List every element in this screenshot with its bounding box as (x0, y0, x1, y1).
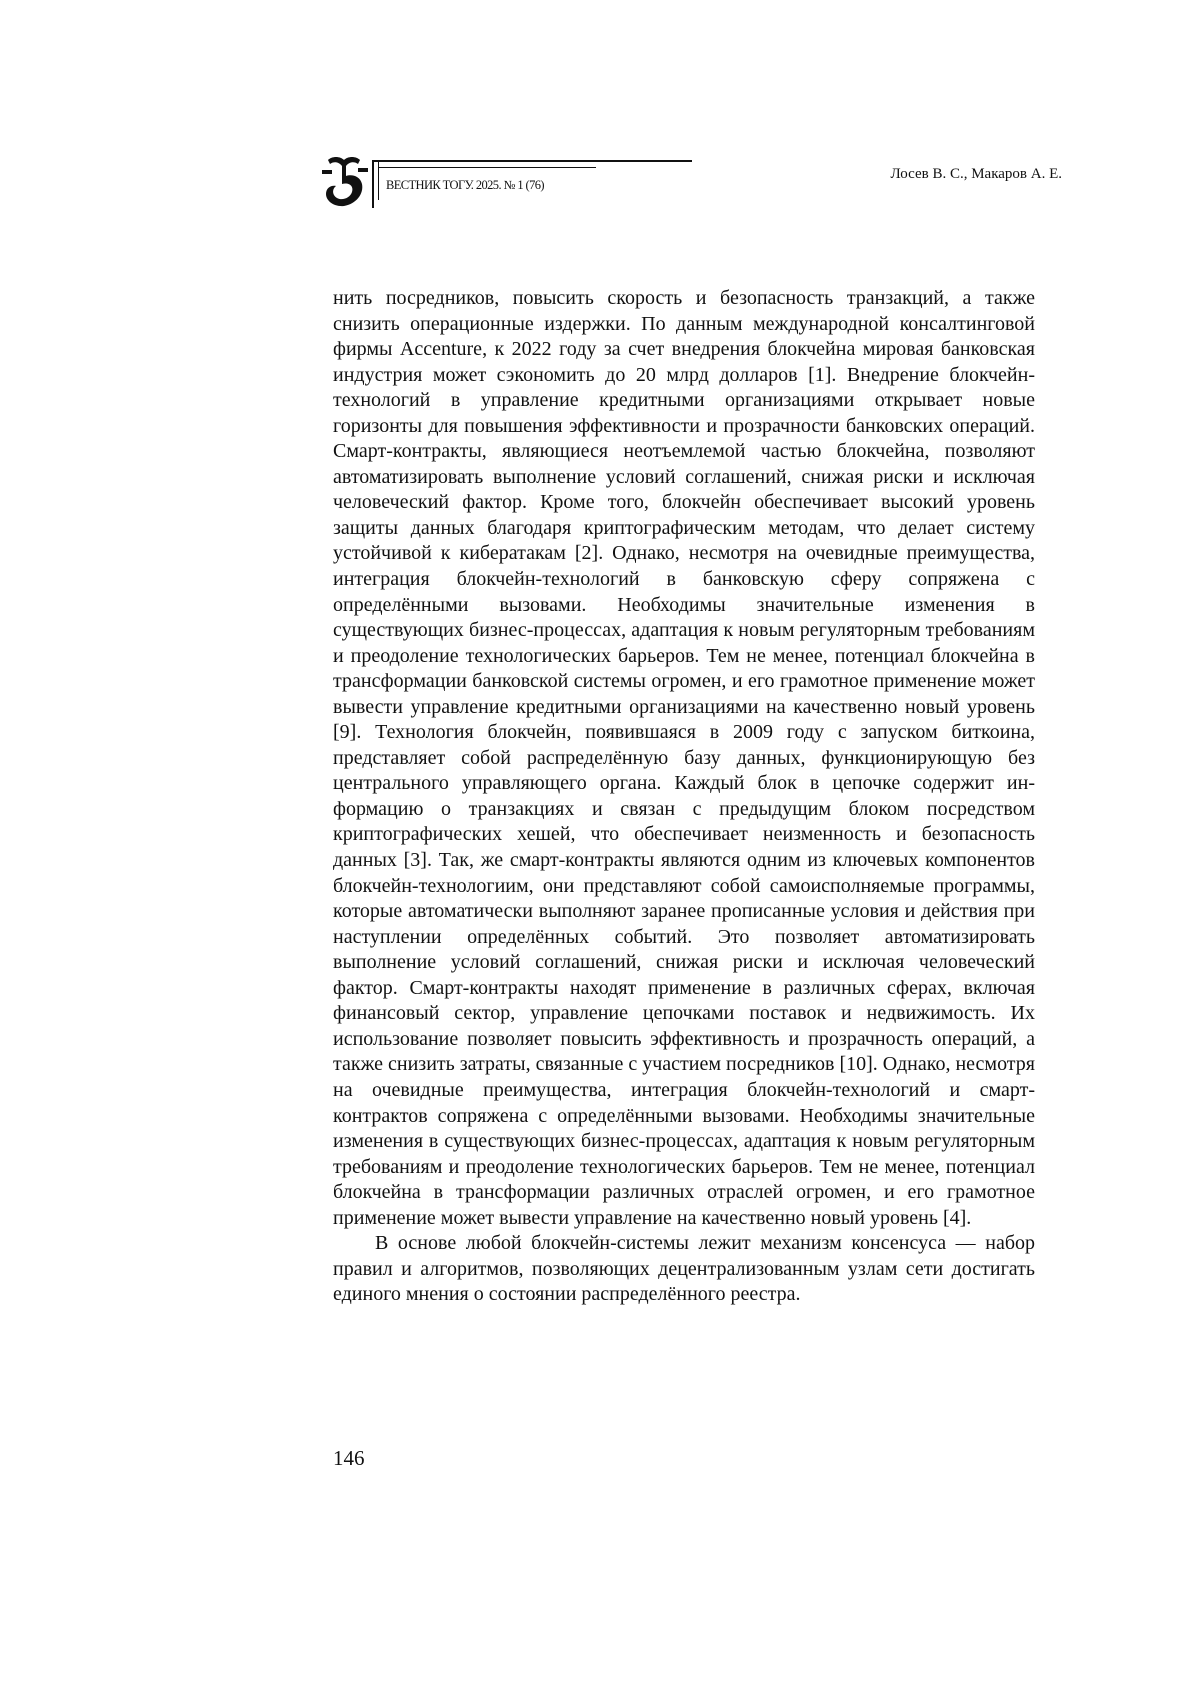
header-rule-top (372, 160, 692, 162)
header-rule-vertical-inner (378, 160, 379, 200)
running-authors: Лосев В. С., Макаров А. Е. (890, 166, 1062, 182)
header-rule-vertical (372, 160, 374, 208)
paragraph: нить посредников, повысить скорость и безопасность транзакций, а также снизить операционные издержки. По данным международной консалтинговой фирмы Accenture, к 2022 году за счет внедрения блокчейна мировая банковская индустрия может сэкономить до 20 млрд долларов [1]. Внедрение блокчейн-технологий в управление кредитными организациями открывает новые горизонты для повышения эффективности и прозрачности банковских операций. Смарт-контракты, являющиеся неотъемлемой частью блокчейна, позволяют автоматизировать выполнение условий соглашений, снижая риски и исключая человеческий фактор. Кроме того, блокчейн обеспечивает высокий уровень защиты данных благодаря криптографическим методам, что делает систему устойчивой к кибератакам [2]. Однако, несмотря на очевидные преимущества, интеграция блокчейн-технологий в банковскую сферу сопряжена с определёнными вызовами. Необходимы значительные изменения в существующих бизнес-процессах, адаптация к новым регуляторным требованиям и преодоление технологических барьеров. Тем не менее, потенциал блокчейна в трансформации банковской системы огромен, и его грамотное применение может вывести управление кредитными организациями на качественно новый уровень [9]. Технология блокчейн, появившаяся в 2009 году с запуском биткоина, представляет собой распределённую базу данных, функционирующую без центрального управляющего органа. Каждый блок в цепочке содержит информацию о транзакциях и связан с предыдущим блоком посредством криптографических хешей, что обеспечивает неизменность и безопасность данных [3]. Так, же смарт-контракты являются одним из ключевых компонентов блокчейн-технологиим, они представляют собой самоисполняемые программы, которые автоматически выполняют заранее прописанные условия и действия при наступлении определённых событий. Это позволяет автоматизировать выполнение условий соглашений, снижая риски и исключая человеческий фактор. Смарт-контракты находят применение в различных сферах, включая финансовый сектор, управление цепочками поставок и недвижимость. Их использование позволяет повысить эффективность и прозрачность операций, а также снизить затраты, связанные с участием посредников [10]. Однако, несмотря на очевидные преимущества, интеграция блокчейн-технологий и смарт-контрактов сопряжена с определёнными вызовами. Необходимы значительные изменения в существующих бизнес-процессах, адаптация к новым регуляторным требованиям и преодоление технологических барьеров. Тем не менее, потенциал блокчейна в трансформации различных отраслей огромен, и его грамотное применение может вывести управление на качественно новый уровень [4]. (333, 287, 1035, 1229)
journal-title: ВЕСТНИК ТОГУ. 2025. № 1 (76) (386, 178, 544, 192)
article-body (333, 286, 1035, 1308)
running-header (318, 152, 1078, 222)
header-rule-inner (378, 167, 596, 168)
page-number: 146 (333, 1446, 365, 1470)
university-monogram-logo (318, 154, 370, 210)
paragraph: В основе любой блокчейн-системы лежит механизм консенсуса — набор правил и алгоритмов, позволяющих децентрализованным узлам сети достигать единого мнения о состоянии распределённого реестра. (333, 1232, 1035, 1306)
